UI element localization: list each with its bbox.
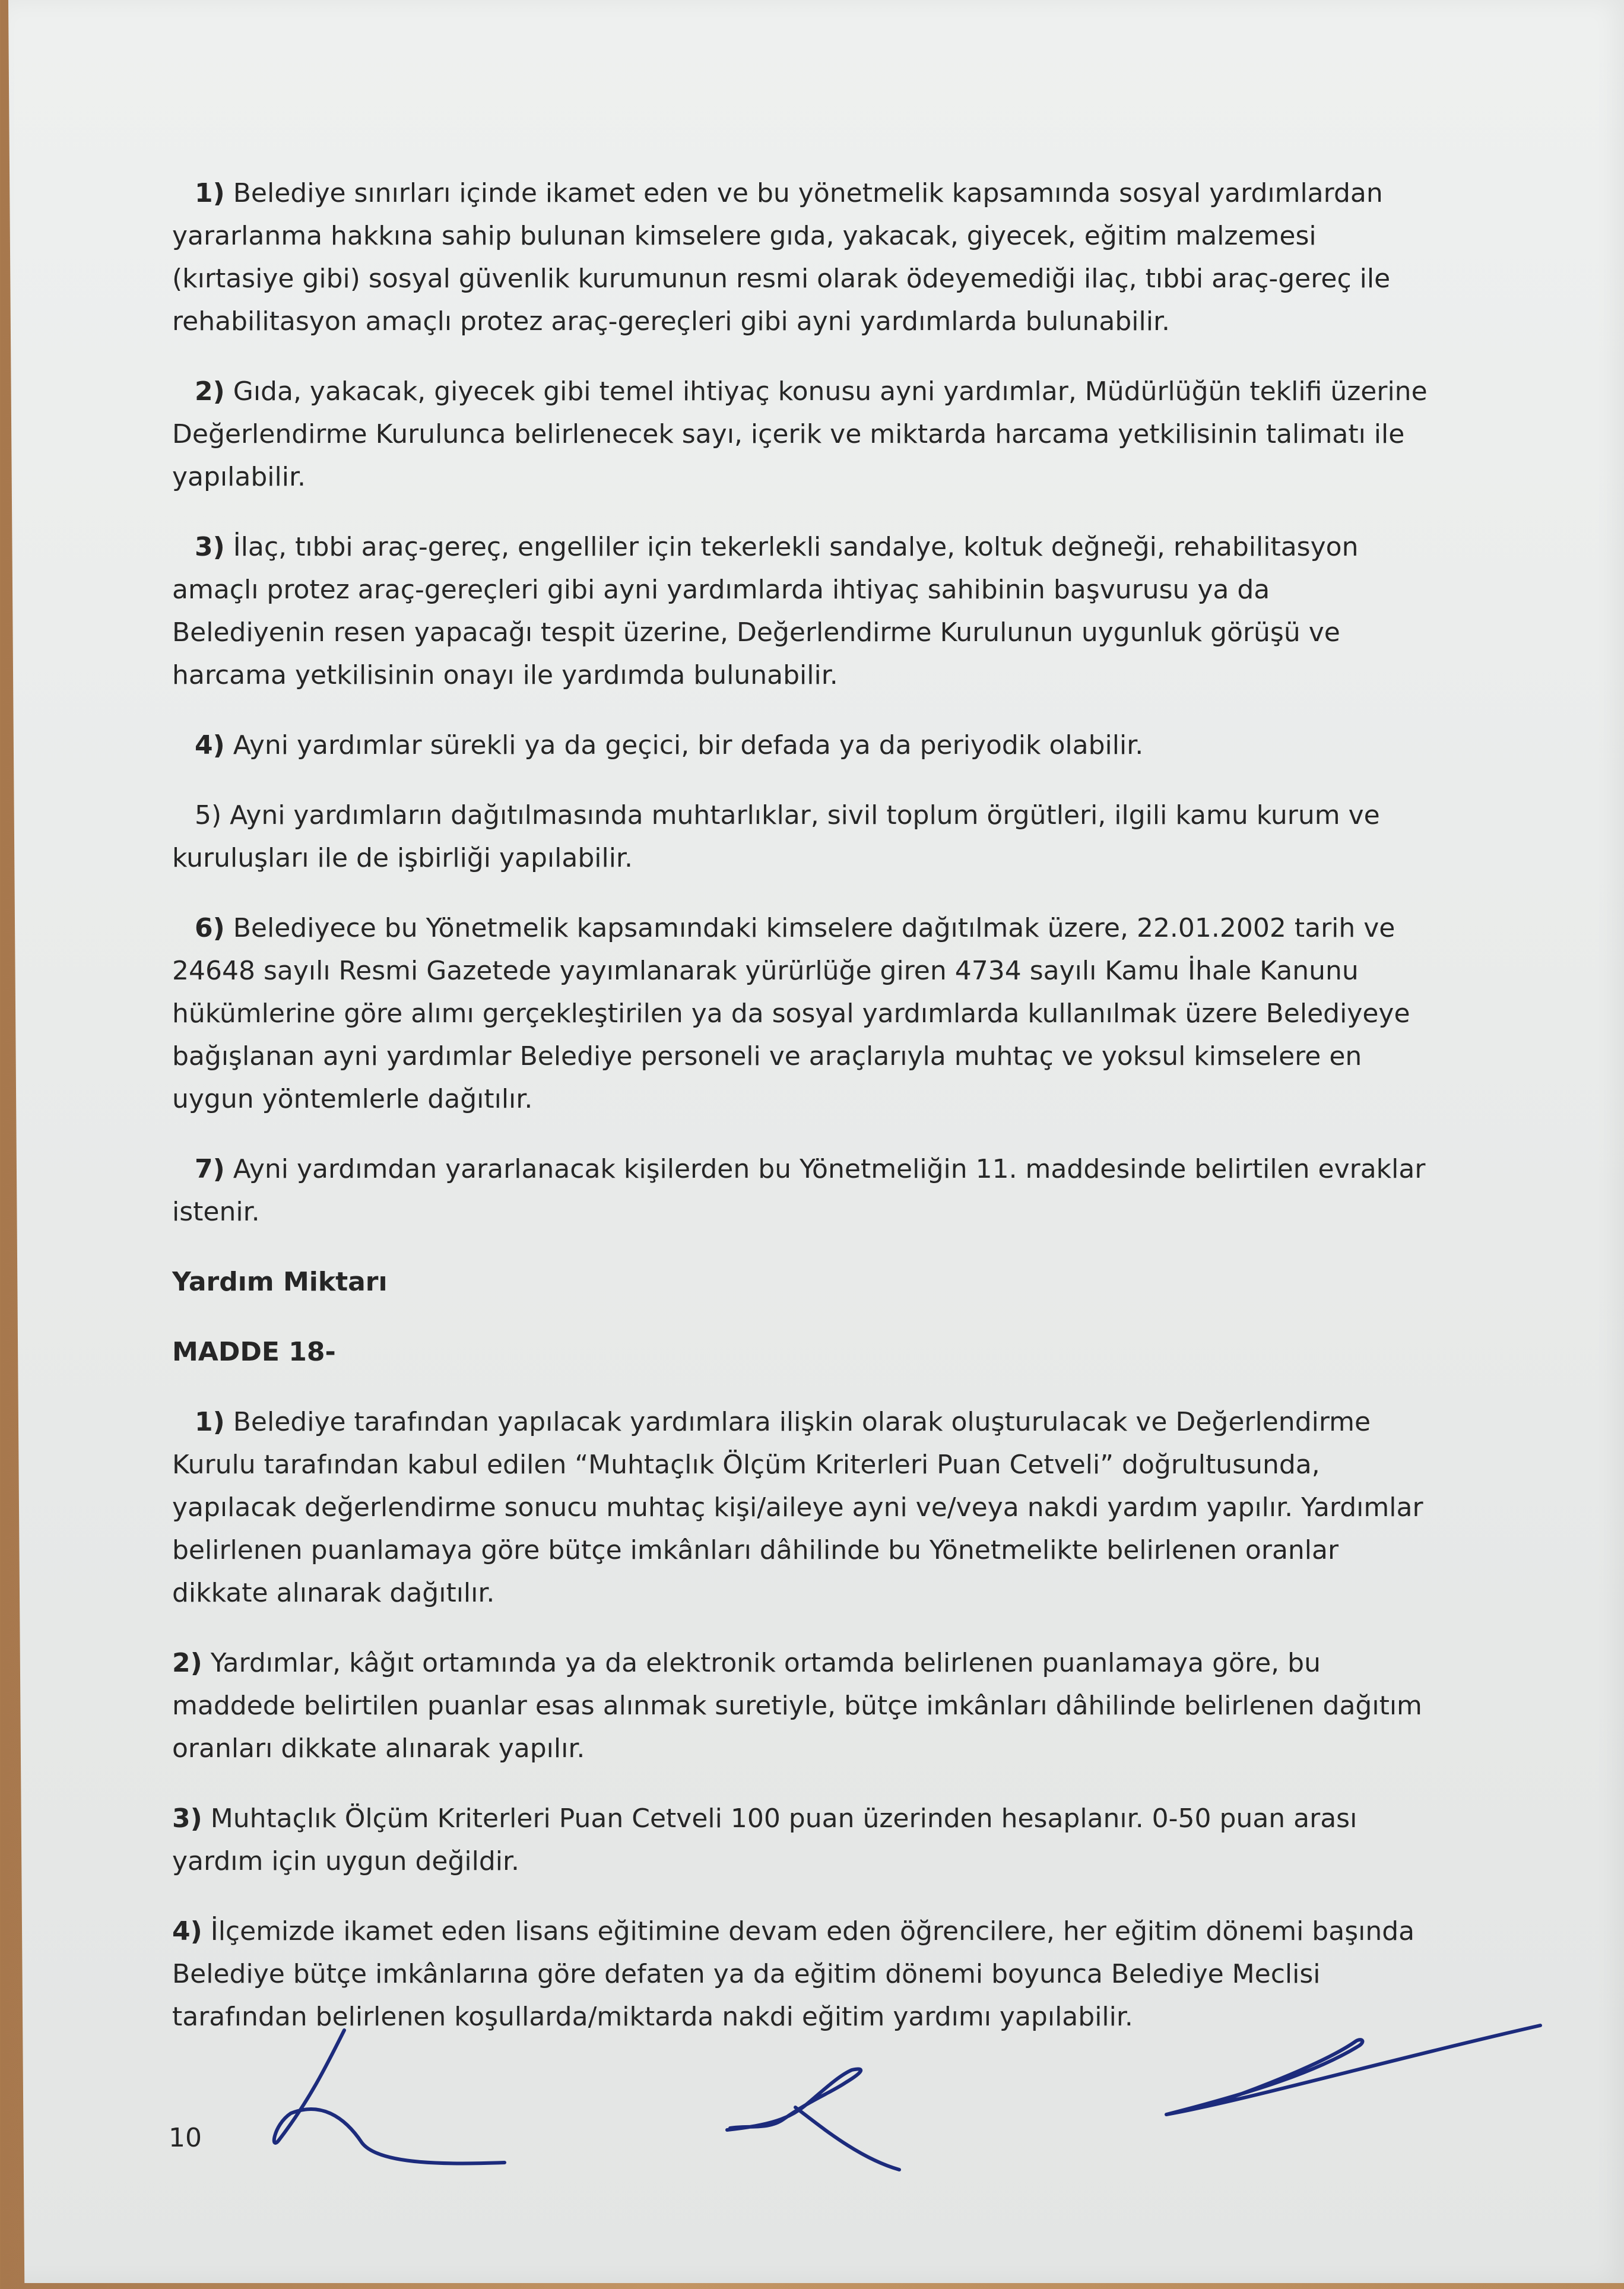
paragraph-text: İlçemizde ikamet eden lisans eğitimine devam eden öğrencilere, her eğitim dönemi başında Belediye bütçe imkânlarına göre defaten ya da eğitim dönemi boyunca Belediye Meclisi tarafından belirlenen koşullarda/miktarda nakdi eğitim yardımı yapılabilir. xyxy=(172,1916,1415,2032)
paragraph-5 xyxy=(172,794,1430,880)
article-paragraph-2 xyxy=(172,1642,1430,1770)
paragraph-number: 5) xyxy=(195,800,222,830)
section-heading: Yardım Miktarı xyxy=(172,1267,388,1297)
paragraph-1 xyxy=(172,172,1430,343)
signature-middle xyxy=(712,2036,926,2190)
paragraph-6 xyxy=(172,907,1430,1121)
paragraph-number: 1) xyxy=(195,1407,225,1437)
paragraph-7 xyxy=(172,1148,1430,1234)
paragraph-text: Muhtaçlık Ölçüm Kriterleri Puan Cetveli 100 puan üzerinden hesaplanır. 0-50 puan arası yardım için uygun değildir. xyxy=(172,1803,1357,1876)
paragraph-number: 2) xyxy=(195,376,225,407)
paragraph-number: 3) xyxy=(172,1803,202,1834)
paragraph-text: Gıda, yakacak, giyecek gibi temel ihtiyaç konusu ayni yardımlar, Müdürlüğün teklifi üzerine Değerlendirme Kurulunca belirlenecek sayı, içerik ve miktarda harcama yetkilisinin talimatı ile yapılabilir. xyxy=(172,376,1428,492)
document-body xyxy=(172,172,1430,2066)
signature-right xyxy=(1152,2012,1561,2125)
paragraph-text: Belediyece bu Yönetmelik kapsamındaki kimselere dağıtılmak üzere, 22.01.2002 tarih ve 24648 sayılı Resmi Gazetede yayımlanarak yürürlüğe giren 4734 sayılı Kamu İhale Kanunu hükümlerine göre alımı gerçekleştirilen ya da sosyal yardımlarda kullanılmak üzere Belediyeye bağışlanan ayni yardımlar Belediye personeli ve araçlarıyla muhtaç ve yoksul kimselere en uygun yöntemlerle dağıtılır. xyxy=(172,913,1410,1114)
paragraph-number: 1) xyxy=(195,178,225,208)
paragraph-text: Belediye sınırları içinde ikamet eden ve bu yönetmelik kapsamında sosyal yardımlardan yararlanma hakkına sahip bulunan kimselere gıda, yakacak, giyecek, eğitim malzemesi (kırtasiye gibi) sosyal güvenlik kurumunun resmi olarak ödeyemediği ilaç, tıbbi araç-gereç ile rehabilitasyon amaçlı protez araç-gereçleri gibi ayni yardımlarda bulunabilir. xyxy=(172,178,1391,337)
signature-left xyxy=(261,2012,534,2173)
paragraph-number: 7) xyxy=(195,1154,225,1184)
paragraph-number: 4) xyxy=(195,730,225,760)
paragraph-number: 3) xyxy=(195,532,225,562)
paragraph-number: 6) xyxy=(195,913,225,943)
paragraph-3 xyxy=(172,526,1430,697)
article-paragraph-3 xyxy=(172,1797,1430,1883)
page-number: 10 xyxy=(169,2123,202,2153)
paragraph-text: Ayni yardımların dağıtılmasında muhtarlıklar, sivil toplum örgütleri, ilgili kamu kurum ve kuruluşları ile de işbirliği yapılabilir. xyxy=(172,800,1380,873)
article-heading: MADDE 18- xyxy=(172,1337,336,1367)
paragraph-number: 4) xyxy=(172,1916,202,1946)
paragraph-text: Yardımlar, kâğıt ortamında ya da elektronik ortamda belirlenen puanlamaya göre, bu maddede belirtilen puanlar esas alınmak suretiyle, bütçe imkânları dâhilinde belirlenen dağıtım oranları dikkate alınarak yapılır. xyxy=(172,1648,1422,1764)
paragraph-text: Ayni yardımdan yararlanacak kişilerden bu Yönetmeliğin 11. maddesinde belirtilen evraklar istenir. xyxy=(172,1154,1426,1227)
paragraph-text: İlaç, tıbbi araç-gereç, engelliler için tekerlekli sandalye, koltuk değneği, rehabilitasyon amaçlı protez araç-gereçleri gibi ayni yardımlarda ihtiyaç sahibinin başvurusu ya da Belediyenin resen yapacağı tespit üzerine, Değerlendirme Kurulunun uygunluk görüşü ve harcama yetkilisinin onayı ile yardımda bulunabilir. xyxy=(172,532,1359,690)
article-paragraph-1 xyxy=(172,1401,1430,1615)
paragraph-2 xyxy=(172,370,1430,499)
paragraph-4 xyxy=(172,724,1430,767)
paragraph-number: 2) xyxy=(172,1648,202,1678)
paragraph-text: Belediye tarafından yapılacak yardımlara ilişkin olarak oluşturulacak ve Değerlendirme Kurulu tarafından kabul edilen “Muhtaçlık Ölçüm Kriterleri Puan Cetveli” doğrultusunda, yapılacak değerlendirme sonucu muhtaç kişi/aileye ayni ve/veya nakdi yardım yapılır. Yardımlar belirlenen puanlamaya göre bütçe imkânları dâhilinde bu Yönetmelikte belirlenen oranlar dikkate alınarak dağıtılır. xyxy=(172,1407,1423,1608)
paragraph-text: Ayni yardımlar sürekli ya da geçici, bir defada ya da periyodik olabilir. xyxy=(233,730,1144,760)
